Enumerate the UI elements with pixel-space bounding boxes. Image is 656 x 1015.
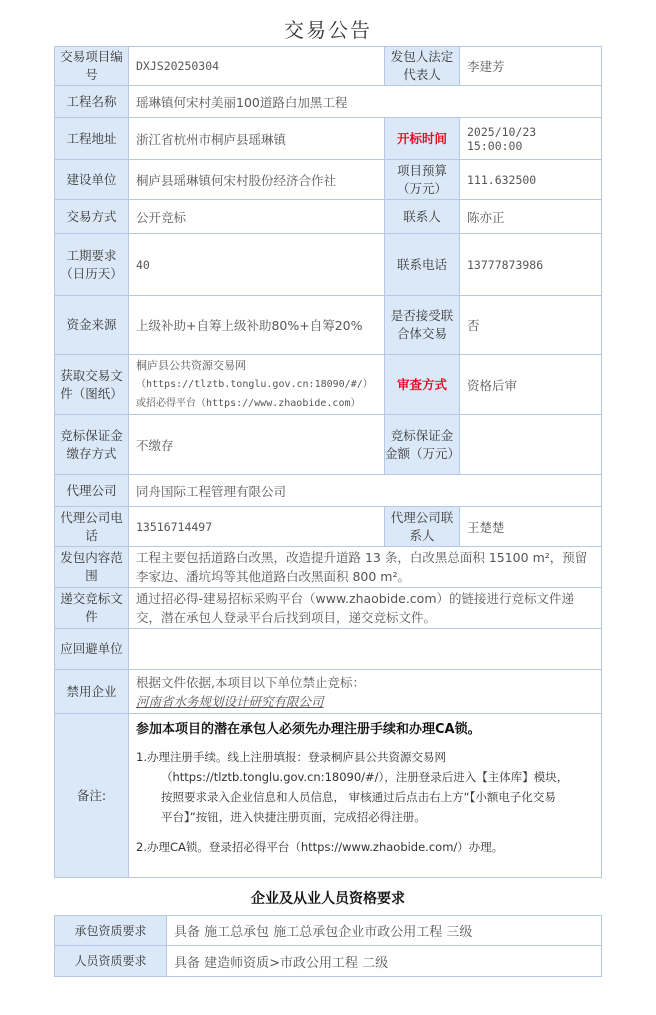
agency-phone-label: 代理公司电话 [55,507,129,547]
banned-company: 河南省水务规划设计研究有限公司 [136,693,324,709]
note-step-1-url: （https://tlztb.tonglu.gov.cn:18090/#/），注册登录后进入【主体库】模块， [161,770,569,784]
banned-label: 禁用企业 [55,670,129,714]
note-step-2: 2.办理CA锁。登录招必得平台（https://www.zhaobide.com/）办理。 [136,840,504,854]
review: 资格后审 [460,355,602,415]
banned-intro: 根据文件依据,本项目以下单位禁止竞标： [136,674,365,690]
deposit-mode: 不缴存 [129,415,385,475]
open-time-date: 2025/10/23 [467,124,537,139]
note-step-1-finish: 平台】”按钮，进入快捷注册页面，完成招必得注册。 [161,810,426,824]
qualification-title: 企业及从业人员资格要求 [251,891,405,907]
agency-label: 代理公司 [55,475,129,507]
open-time [460,118,602,160]
agency-contact-label: 代理公司联系人 [385,507,460,547]
budget-label: 项目预算（万元） [385,160,460,200]
project-name: 瑶琳镇何宋村美丽100道路白加黑工程 [129,86,602,118]
note-step-1-info: 按照要求录入企业信息和人员信息， 审核通过后点击右上方“【小额电子化交易 [161,790,556,804]
project-no-label: 交易项目编号 [55,47,129,86]
agency-contact: 王楚楚 [460,507,602,547]
consortium-label: 是否接受联合体交易 [385,296,460,355]
person-qual: 具备 建造师资质>市政公用工程 二级 [167,946,602,977]
avoid-label: 应回避单位 [55,629,129,670]
docs-alt-platform[interactable]: 或招必得平台（https://www.zhaobide.com） [136,398,361,409]
open-time-hour: 15:00:00 [467,138,523,153]
docs-label: 获取交易文件（图纸） [55,355,129,415]
legal-rep-label: 发包人法定代表人 [385,47,460,86]
announcement-table [54,46,602,878]
scope: 工程主要包括道路白改黑，改造提升道路 13 条，白改黑总面积 15100 m²，预留李家边、潘坑坞等其他道路白改黑面积 800 m²。 [129,547,602,588]
location-label: 工程地址 [55,118,129,160]
contact-label: 联系人 [385,200,460,234]
duration-label: 工期要求（日历天） [55,234,129,296]
deposit-mode-label: 竞标保证金缴存方式 [55,415,129,475]
review-label: 审查方式 [385,355,460,415]
open-time-label: 开标时间 [385,118,460,160]
contact: 陈亦正 [460,200,602,234]
trade-mode: 公开竞标 [129,200,385,234]
builder: 桐庐县瑶琳镇何宋村股份经济合作社 [129,160,385,200]
duration: 40 [129,234,385,296]
note-label: 备注: [55,714,129,878]
company-qual-label: 承包资质要求 [55,916,167,946]
location: 浙江省杭州市桐庐县瑶琳镇 [129,118,385,160]
qualification-table [54,915,602,977]
project-no: DXJS20250304 [129,47,385,86]
trade-mode-label: 交易方式 [55,200,129,234]
page-title: 交易公告 [284,18,372,42]
scope-label: 发包内容范围 [55,547,129,588]
docs [129,355,385,415]
note-head: 参加本项目的潜在承包人必须先办理注册手续和办理CA锁。 [136,722,481,737]
deposit-amount [460,415,602,475]
docs-site-url[interactable]: （https://tlztb.tonglu.gov.cn:18090/#/） [136,379,373,390]
docs-site-name: 桐庐县公共资源交易网 [136,359,246,372]
company-qual: 具备 施工总承包 施工总承包企业市政公用工程 三级 [167,916,602,946]
agency: 同舟国际工程管理有限公司 [129,475,602,507]
legal-rep: 李建芳 [460,47,602,86]
phone-label: 联系电话 [385,234,460,296]
person-qual-label: 人员资质要求 [55,946,167,977]
avoid [129,629,602,670]
deposit-amount-label: 竞标保证金金额（万元） [385,415,460,475]
note-step-1: 1.办理注册手续。线上注册填报：登录桐庐县公共资源交易网 [136,750,446,764]
project-name-label: 工程名称 [55,86,129,118]
submit: 通过招必得-建易招标采购平台（www.zhaobide.com）的链接进行竞标文件递交，潜在承包人登录平台后找到项目，递交竞标文件。 [129,588,602,629]
agency-phone: 13516714497 [129,507,385,547]
fund: 上级补助+自筹上级补助80%+自筹20% [129,296,385,355]
note [129,714,602,878]
banned [129,670,602,714]
budget: 111.632500 [460,160,602,200]
builder-label: 建设单位 [55,160,129,200]
consortium: 否 [460,296,602,355]
fund-label: 资金来源 [55,296,129,355]
phone: 13777873986 [460,234,602,296]
submit-label: 递交竞标文件 [55,588,129,629]
